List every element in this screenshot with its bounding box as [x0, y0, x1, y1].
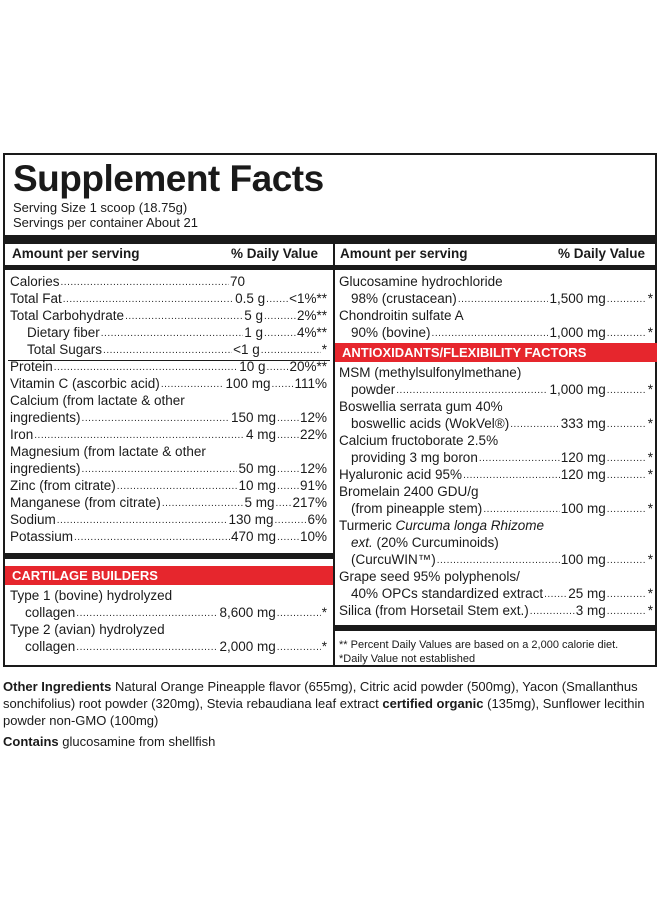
nutrient-row-vitamin-c: Vitamin C (ascorbic acid) ..... 100 mg ..... 111%: [10, 375, 327, 392]
chondroitin-line1: Chondroitin sulfate A: [339, 308, 464, 323]
glucosamine-row: 98% (crustacean) ..... 1,500 mg ..... *: [351, 290, 653, 307]
bromelain-row: (from pineapple stem) ..... 100 mg ..... *: [351, 500, 653, 517]
collagen-type1-row: collagen ..... 8,600 mg ..... *: [25, 604, 327, 621]
nutrient-row-total-sugars: Total Sugars ..... <1 g ..... *: [27, 341, 327, 358]
nutrient-row-calories: Calories ..... 70: [10, 273, 327, 290]
nutrient-row-magnesium: ingredients) ..... 50 mg ..... 12%: [10, 460, 327, 477]
contains-statement: Contains glucosamine from shellfish: [3, 734, 216, 749]
collagen-type2-row: collagen ..... 2,000 mg ..... *: [25, 638, 327, 655]
footnote-not-established: *Daily Value not established: [339, 653, 476, 665]
grape-seed-line1: Grape seed 95% polyphenols/: [339, 569, 520, 584]
hyaluronic-acid-row: Hyaluronic acid 95% ..... 120 mg ..... *: [339, 466, 653, 483]
right-header-dv: % Daily Value: [558, 246, 646, 261]
msm-row: powder ..... 1,000 mg ..... *: [351, 381, 653, 398]
boswellia-row: boswellic acids (WokVel®) ..... 333 mg ..... *: [351, 415, 653, 432]
turmeric-line1: Turmeric Curcuma longa Rhizome: [339, 518, 545, 533]
turmeric-row: (CurcuWIN™) ..... 100 mg ..... *: [351, 551, 653, 568]
header-thick-rule: [5, 265, 655, 270]
glucosamine-line1: Glucosamine hydrochloride: [339, 274, 503, 289]
calcium-fructoborate-row: providing 3 mg boron ..... 120 mg ..... *: [351, 449, 653, 466]
nutrient-row-potassium: Potassium ..... 470 mg ..... 10%: [10, 528, 327, 545]
turmeric-line2: ext. (20% Curcuminoids): [351, 535, 499, 550]
footnote-daily-values: ** Percent Daily Values are based on a 2,000 calorie diet.: [339, 639, 619, 651]
column-divider: [333, 237, 335, 667]
left-header-dv: % Daily Value: [231, 246, 319, 261]
nutrient-row-total-fat: Total Fat ..... 0.5 g ..... <1%**: [10, 290, 327, 307]
bromelain-line1: Bromelain 2400 GDU/g: [339, 484, 479, 499]
nutrient-row-dietary-fiber: Dietary fiber ..... 1 g ..... 4%**: [27, 324, 327, 341]
nutrient-magnesium-line1: Magnesium (from lactate & other: [10, 444, 206, 459]
servings-per-container: Servings per container About 21: [13, 215, 199, 230]
cartilage-builders-heading: CARTILAGE BUILDERS: [5, 566, 333, 585]
nutrient-row-protein: Protein ..... 10 g ..... 20%**: [10, 358, 327, 375]
silica-row: Silica (from Horsetail Stem ext.) ..... 3 mg ..... *: [339, 602, 653, 619]
chondroitin-row: 90% (bovine) ..... 1,000 mg ..... *: [351, 324, 653, 341]
left-header-amount: Amount per serving: [12, 246, 140, 261]
supplement-facts-panel: [3, 153, 657, 667]
antioxidants-heading: ANTIOXIDANTS/FLEXIBILITY FACTORS: [335, 343, 657, 362]
grape-seed-row: 40% OPCs standardized extract ..... 25 mg ..... *: [351, 585, 653, 602]
nutrient-row-total-carbohydrate: Total Carbohydrate ..... 5 g ..... 2%**: [10, 307, 327, 324]
boswellia-line1: Boswellia serrata gum 40%: [339, 399, 503, 414]
nutrient-row-manganese: Manganese (from citrate) ..... 5 mg ..... 217%: [10, 494, 327, 511]
nutrient-row-iron: Iron ..... 4 mg ..... 22%: [10, 426, 327, 443]
msm-line1: MSM (methylsulfonylmethane): [339, 365, 522, 380]
right-thick-rule: [335, 625, 657, 631]
nutrient-row-sodium: Sodium ..... 130 mg ..... 6%: [10, 511, 327, 528]
serving-size: Serving Size 1 scoop (18.75g): [13, 200, 188, 215]
other-ingredients: Other Ingredients Natural Orange Pineapple flavor (655mg), Citric acid powder (500mg), Yacon (Smallanthus sonchifolius) root powder (320mg), Stevia rebaudiana leaf extract certified organic (135mg), Sunflower lecithin powder non-GMO (100mg): [3, 679, 645, 728]
left-thick-rule: [5, 553, 333, 559]
collagen-type2-line1: Type 2 (avian) hydrolyzed: [10, 622, 165, 637]
nutrient-row-calcium: ingredients) ..... 150 mg ..... 12%: [10, 409, 327, 426]
right-header-amount: Amount per serving: [340, 246, 468, 261]
top-thick-rule: [5, 235, 655, 244]
panel-title: Supplement Facts: [13, 158, 324, 199]
calcium-fructoborate-line1: Calcium fructoborate 2.5%: [339, 433, 499, 448]
collagen-type1-line1: Type 1 (bovine) hydrolyzed: [10, 588, 173, 603]
nutrient-row-zinc: Zinc (from citrate) ..... 10 mg ..... 91%: [10, 477, 327, 494]
nutrient-calcium-line1: Calcium (from lactate & other: [10, 393, 185, 408]
